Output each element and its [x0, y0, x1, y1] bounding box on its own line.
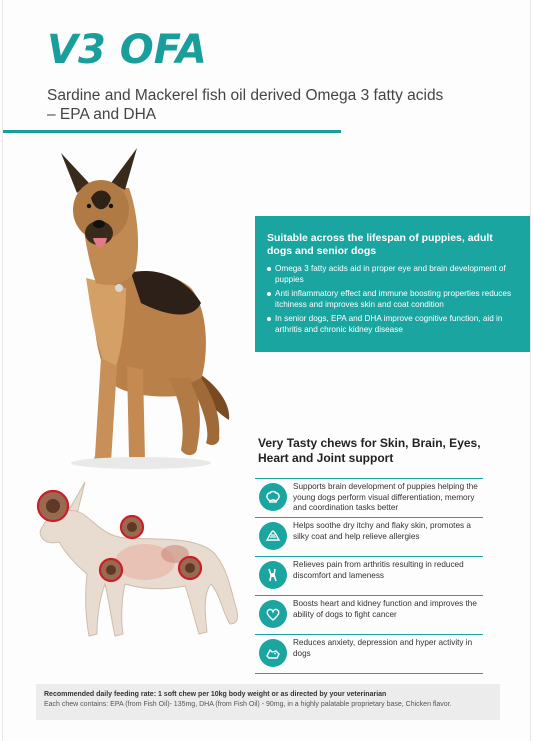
joint-icon	[259, 561, 287, 589]
lifespan-bullet-list	[267, 264, 519, 335]
feeding-info-footer	[36, 684, 500, 720]
heart-kidney-icon	[259, 600, 287, 628]
brain-icon	[259, 483, 287, 511]
benefit-text: Supports brain development of puppies helping the young dogs perform visual differentiation, memory and coordination tasks better	[293, 482, 478, 512]
calm-dog-icon	[259, 639, 287, 667]
benefits-heading: Very Tasty chews for Skin, Brain, Eyes, Heart and Joint support	[258, 436, 481, 465]
lifespan-info-box	[255, 216, 531, 352]
dog-anatomy-illustration	[25, 474, 247, 649]
lifespan-bullet: Omega 3 fatty acids aid in proper eye and brain development of puppies	[267, 264, 519, 285]
list-item	[255, 478, 483, 517]
list-item	[255, 634, 483, 674]
list-item	[255, 556, 483, 595]
benefits-list	[255, 478, 483, 674]
lifespan-heading: Suitable across the lifespan of puppies, adult dogs and senior dogs	[267, 232, 493, 257]
benefit-text: Helps soothe dry itchy and flaky skin, promotes a silky coat and help relieve allergies	[293, 521, 471, 541]
list-item	[255, 517, 483, 556]
product-title: V3 OFA	[47, 27, 207, 73]
german-shepherd-photo	[41, 138, 241, 473]
lifespan-bullet: In senior dogs, EPA and DHA improve cognitive function, aid in arthritis and chronic kidney disease	[267, 314, 519, 335]
skin-icon	[259, 522, 287, 550]
benefit-text: Reduces anxiety, depression and hyper activity in dogs	[293, 638, 473, 658]
lifespan-bullet: Anti inflammatory effect and immune boosting properties reduces itchiness and improves skin and coat condition	[267, 289, 519, 310]
product-page	[2, 0, 531, 741]
benefit-text: Relieves pain from arthritis resulting in reduced discomfort and lameness	[293, 560, 464, 580]
benefit-text: Boosts heart and kidney function and improves the ability of dogs to fight cancer	[293, 599, 477, 619]
dosage-text: Recommended daily feeding rate: 1 soft chew per 10kg body weight or as directed by your veterinarian	[44, 691, 387, 698]
composition-text: Each chew contains: EPA (from Fish Oil)- 135mg, DHA (from Fish Oil) - 90mg, in a highly palatable proprietary base, Chicken flavor.	[44, 701, 452, 708]
product-subtitle: Sardine and Mackerel fish oil derived Omega 3 fatty acids – EPA and DHA	[47, 87, 444, 123]
title-divider	[3, 130, 341, 133]
list-item	[255, 595, 483, 634]
